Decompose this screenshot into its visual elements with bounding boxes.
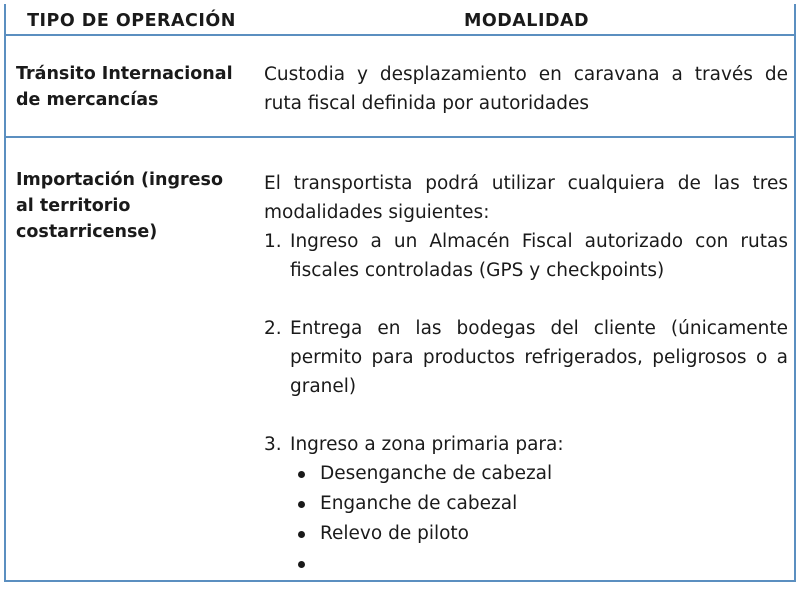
table-border-right	[794, 4, 796, 582]
operations-table	[4, 4, 796, 582]
modality-text: Custodia y desplazamiento en caravana a través de ruta fiscal definida por autoridades	[264, 64, 788, 114]
row-modality-transit	[264, 60, 788, 118]
header-modality: MODALIDAD	[463, 11, 590, 31]
bullet-icon	[298, 501, 305, 508]
table-border-left	[4, 4, 6, 582]
option-item	[264, 227, 788, 285]
list-item	[264, 549, 788, 579]
list-item	[264, 459, 788, 489]
table-rule-bottom	[4, 580, 796, 582]
header-operation: TIPO DE OPERACIÓN	[27, 11, 236, 31]
list-item	[264, 519, 788, 549]
option-text: Entrega en las bodegas del cliente (únicamente permito para productos refrigerados, peligrosos o a granel)	[290, 318, 788, 397]
bullet-icon	[298, 471, 305, 478]
option-number: 2.	[264, 318, 282, 339]
option-item	[264, 430, 788, 459]
bullet-text: Enganche de cabezal	[320, 493, 518, 514]
row-operation-import: Importación (ingreso al territorio costarricense)	[16, 170, 223, 242]
row-operation-transit: Tránsito Internacional de mercancías	[16, 64, 233, 110]
option-item	[264, 314, 788, 401]
bullet-text: Desenganche de cabezal	[320, 463, 553, 484]
sub-bullet-list	[264, 459, 788, 579]
list-item	[264, 489, 788, 519]
table-rule-row1	[4, 136, 796, 138]
bullet-icon	[298, 561, 305, 568]
bullet-text: Relevo de piloto	[320, 523, 469, 544]
bullet-icon	[298, 531, 305, 538]
row-modality-import	[264, 169, 788, 579]
option-text: Ingreso a un Almacén Fiscal autorizado con rutas fiscales controladas (GPS y checkpoints)	[290, 231, 788, 281]
option-number: 3.	[264, 434, 282, 455]
option-number: 1.	[264, 231, 282, 252]
option-text: Ingreso a zona primaria para:	[290, 434, 564, 455]
modality-intro: El transportista podrá utilizar cualquiera de las tres modalidades siguientes:	[264, 173, 788, 223]
